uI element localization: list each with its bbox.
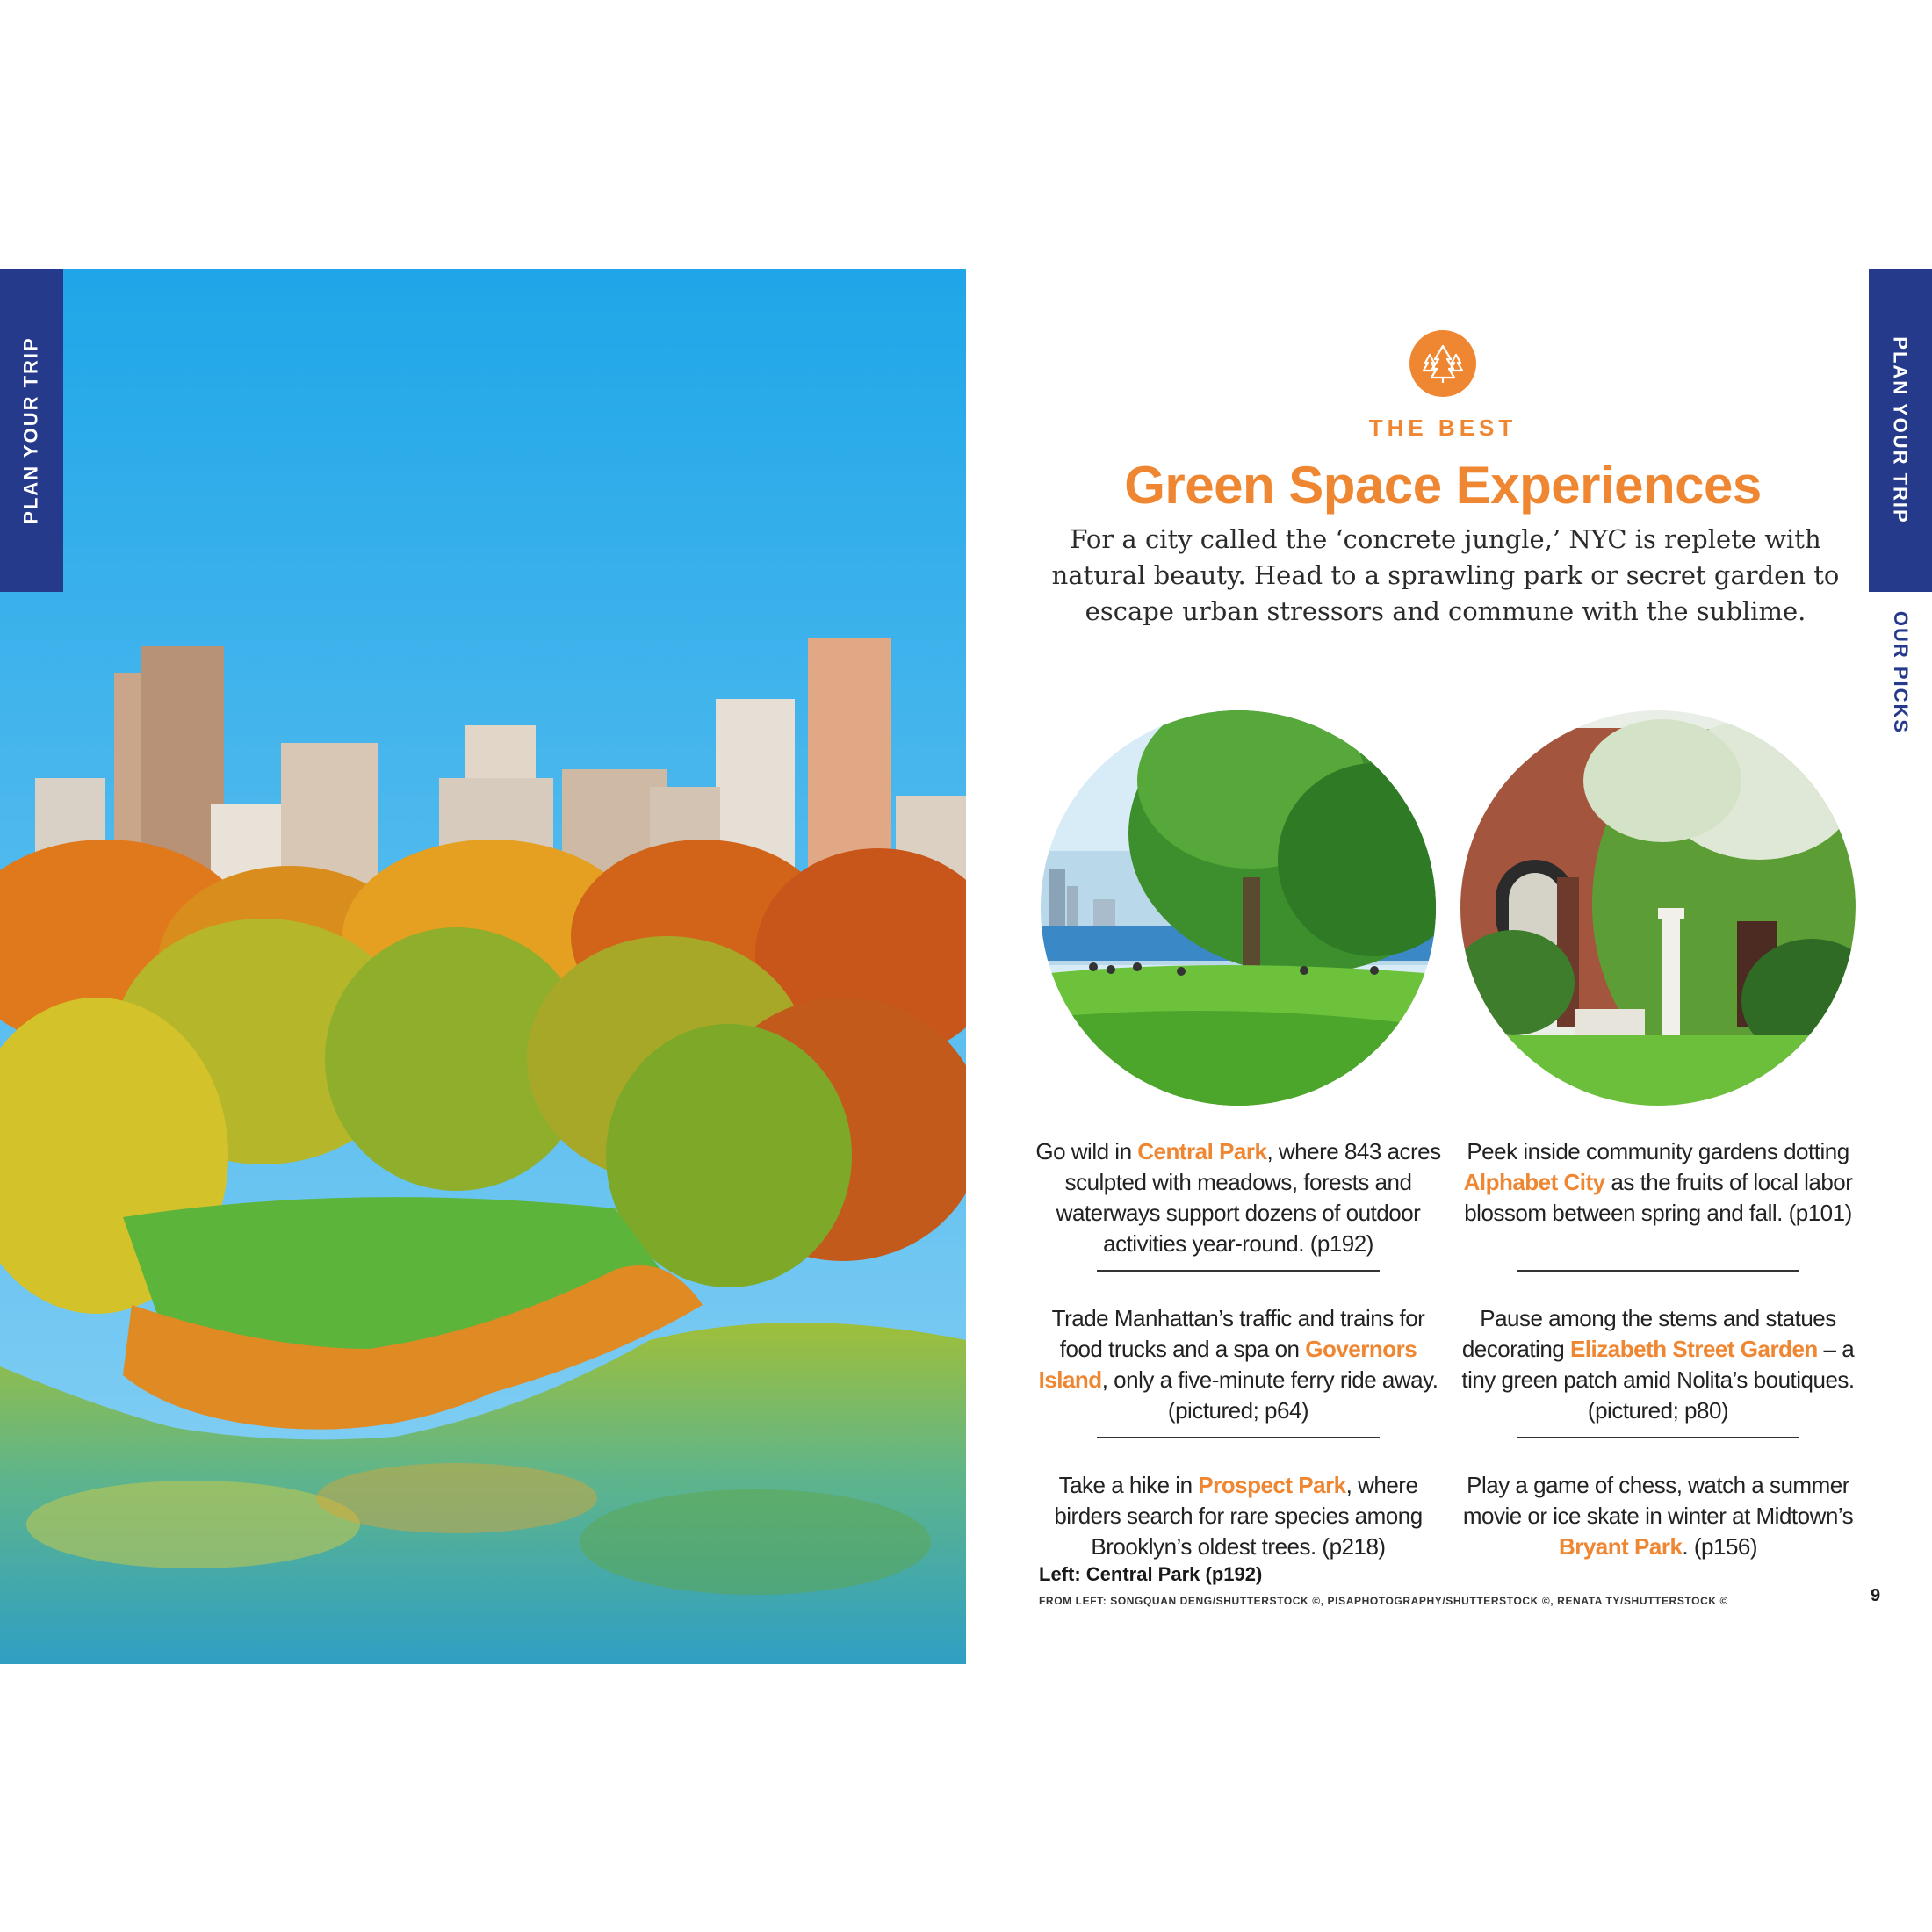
item-text: as the fruits of local labor blossom between spring and fall. (p101) xyxy=(1464,1169,1853,1226)
divider xyxy=(1097,1270,1380,1272)
item-text: – a tiny green patch amid Nolita’s boutiques. (pictured; p80) xyxy=(1461,1336,1855,1424)
item-text: , where 843 acres sculpted with meadows, forests and waterways support dozens of outdoor activities year-round. (p192) xyxy=(1056,1138,1441,1257)
left-column xyxy=(1032,1136,1445,1598)
alphabet-city-link: Alphabet City xyxy=(1463,1169,1605,1195)
divider xyxy=(1517,1270,1799,1272)
item-text: . (p156) xyxy=(1682,1533,1758,1560)
item-text: , where birders search for rare species among Brooklyn’s oldest trees. (p218) xyxy=(1054,1472,1423,1560)
divider xyxy=(1097,1437,1380,1438)
list-item xyxy=(1032,1136,1445,1265)
item-text: Pause among the stems and statues decorating xyxy=(1461,1305,1836,1362)
item-text: Take a hike in xyxy=(1058,1472,1199,1498)
right-page xyxy=(966,269,1932,1664)
right-column xyxy=(1452,1136,1864,1598)
plan-your-trip-label-right: PLAN YOUR TRIP xyxy=(1890,336,1913,524)
item-text: Play a game of chess, watch a summer movie or ice skate in winter at Midtown’s xyxy=(1462,1472,1854,1529)
item-text: Trade Manhattan’s traffic and trains for food trucks and a spa on xyxy=(1051,1305,1425,1362)
plan-your-trip-tab-left xyxy=(0,269,63,592)
central-park-link: Central Park xyxy=(1137,1138,1267,1164)
divider xyxy=(1517,1437,1799,1438)
section-kicker: THE BEST xyxy=(1368,415,1517,441)
item-text: Go wild in xyxy=(1035,1138,1138,1164)
list-item xyxy=(1452,1470,1864,1598)
plan-your-trip-label-left: PLAN YOUR TRIP xyxy=(20,336,43,524)
bryant-park-link: Bryant Park xyxy=(1558,1533,1683,1560)
governors-island-link: Governors Island xyxy=(1038,1336,1417,1393)
central-park-photo xyxy=(0,269,966,1664)
governors-island-photo xyxy=(1041,710,1436,1106)
list-item xyxy=(1452,1303,1864,1431)
intro-paragraph: For a city called the ‘concrete jungle,’ NYC is replete with natural beauty. Head to a sprawling park or secret garden to escape urban stressors and commune with the sublime. xyxy=(1051,524,1840,626)
trees-icon xyxy=(1409,330,1476,397)
item-text: , only a five-minute ferry ride away. (pictured; p64) xyxy=(1101,1366,1438,1424)
our-picks-label: OUR PICKS xyxy=(1890,610,1912,735)
page-number: 9 xyxy=(1871,1586,1881,1605)
list-item xyxy=(1452,1136,1864,1265)
page-title: Green Space Experiences xyxy=(1124,456,1762,515)
elizabeth-street-garden-photo xyxy=(1460,710,1856,1106)
prospect-park-link: Prospect Park xyxy=(1198,1472,1346,1498)
book-spread xyxy=(0,269,1932,1664)
photo-credits: FROM LEFT: SONGQUAN DENG/SHUTTERSTOCK ©, PISAPHOTOGRAPHY/SHUTTERSTOCK ©, RENATA TY/SHUTTERSTOCK © xyxy=(1039,1595,1728,1607)
item-text: Peek inside community gardens dotting xyxy=(1467,1138,1849,1164)
plan-your-trip-tab-right xyxy=(1869,269,1932,592)
our-picks-tab xyxy=(1869,602,1932,743)
photo-caption: Left: Central Park (p192) xyxy=(1039,1563,1263,1585)
list-item xyxy=(1032,1303,1445,1431)
elizabeth-street-garden-link: Elizabeth Street Garden xyxy=(1569,1336,1818,1362)
